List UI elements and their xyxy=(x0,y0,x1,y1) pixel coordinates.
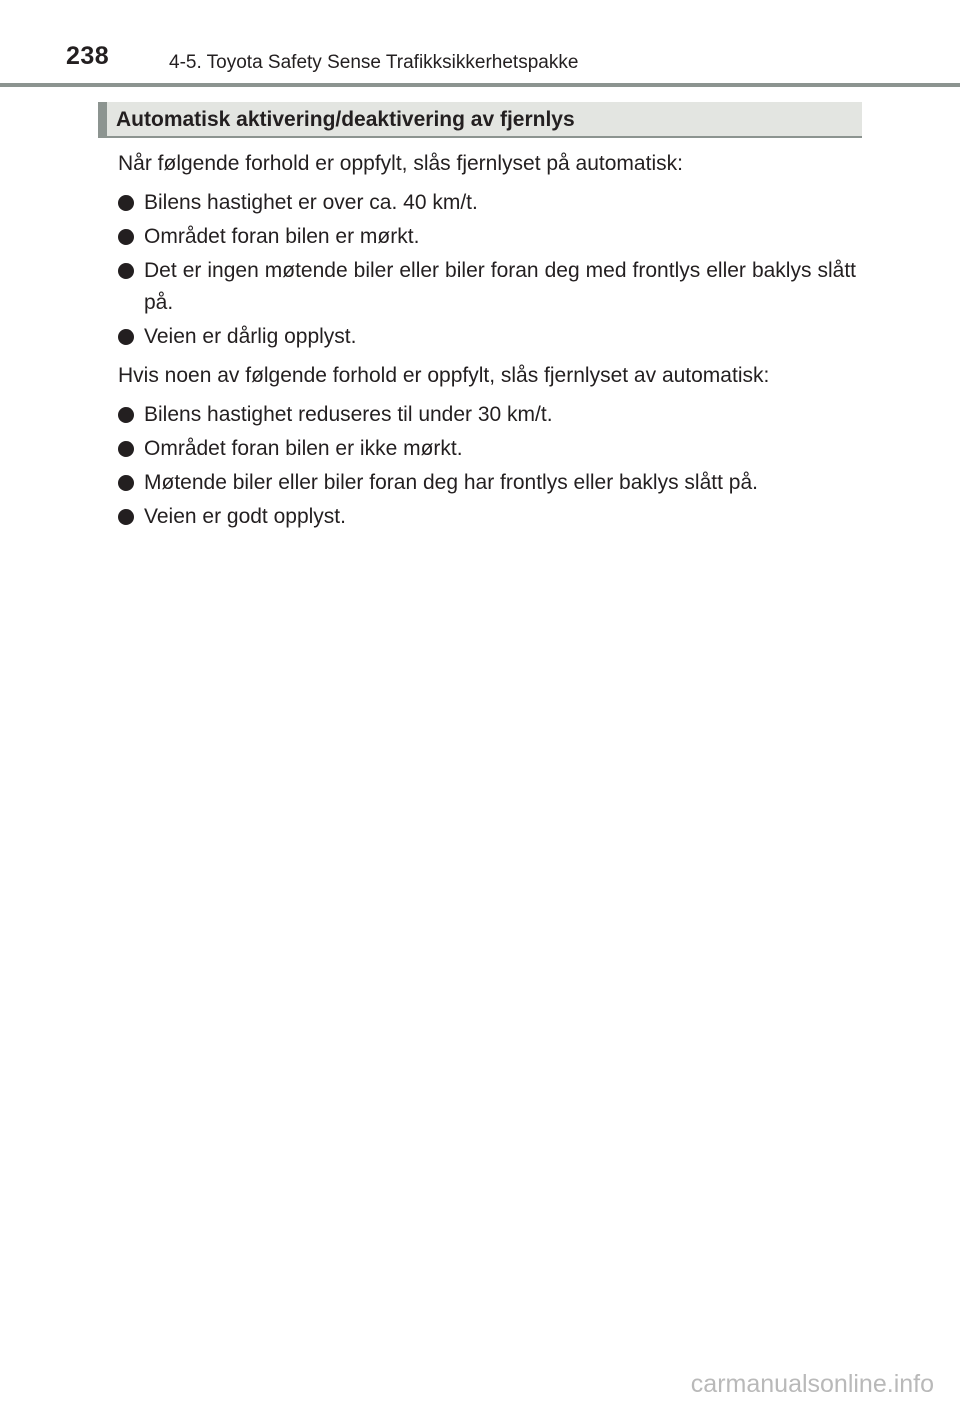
list-item xyxy=(118,221,856,253)
list-item-text: Møtende biler eller biler foran deg har frontlys eller baklys slått på. xyxy=(144,471,758,494)
bullet-icon xyxy=(118,229,134,245)
list-item xyxy=(118,321,856,353)
section-path: 4-5. Toyota Safety Sense Trafikksikkerhetspakke xyxy=(169,52,579,73)
list-item-text: Bilens hastighet er over ca. 40 km/t. xyxy=(144,191,478,214)
list-item-text: Det er ingen møtende biler eller biler foran deg med frontlys eller baklys slått på. xyxy=(144,259,856,314)
bullet-icon xyxy=(118,263,134,279)
list-item xyxy=(118,187,856,219)
section-title-bar xyxy=(98,102,862,138)
list-item xyxy=(118,467,856,499)
list-item xyxy=(118,399,856,431)
off-conditions-list xyxy=(118,399,856,533)
section-title-marker xyxy=(98,102,107,136)
bullet-icon xyxy=(118,407,134,423)
bullet-icon xyxy=(118,441,134,457)
bullet-icon xyxy=(118,509,134,525)
list-item-text: Veien er godt opplyst. xyxy=(144,505,346,528)
page-header xyxy=(0,0,960,90)
watermark: carmanualsonline.info xyxy=(690,1370,934,1398)
list-item-text: Veien er dårlig opplyst. xyxy=(144,325,357,348)
list-item xyxy=(118,501,856,533)
list-item-text: Området foran bilen er ikke mørkt. xyxy=(144,437,463,460)
list-item xyxy=(118,255,856,319)
list-item-text: Bilens hastighet reduseres til under 30 km/t. xyxy=(144,403,553,426)
on-conditions-list xyxy=(118,187,856,353)
list-item-text: Området foran bilen er mørkt. xyxy=(144,225,420,248)
list-item xyxy=(118,433,856,465)
header-divider xyxy=(0,83,960,87)
bullet-icon xyxy=(118,475,134,491)
bullet-icon xyxy=(118,329,134,345)
bullet-icon xyxy=(118,195,134,211)
section-content xyxy=(118,148,856,540)
on-intro: Når følgende forhold er oppfylt, slås fjernlyset på automatisk: xyxy=(118,152,683,175)
page-number: 238 xyxy=(66,42,110,70)
off-intro: Hvis noen av følgende forhold er oppfylt, slås fjernlyset av automatisk: xyxy=(118,364,770,387)
section-title: Automatisk aktivering/deaktivering av fjernlys xyxy=(116,108,575,131)
